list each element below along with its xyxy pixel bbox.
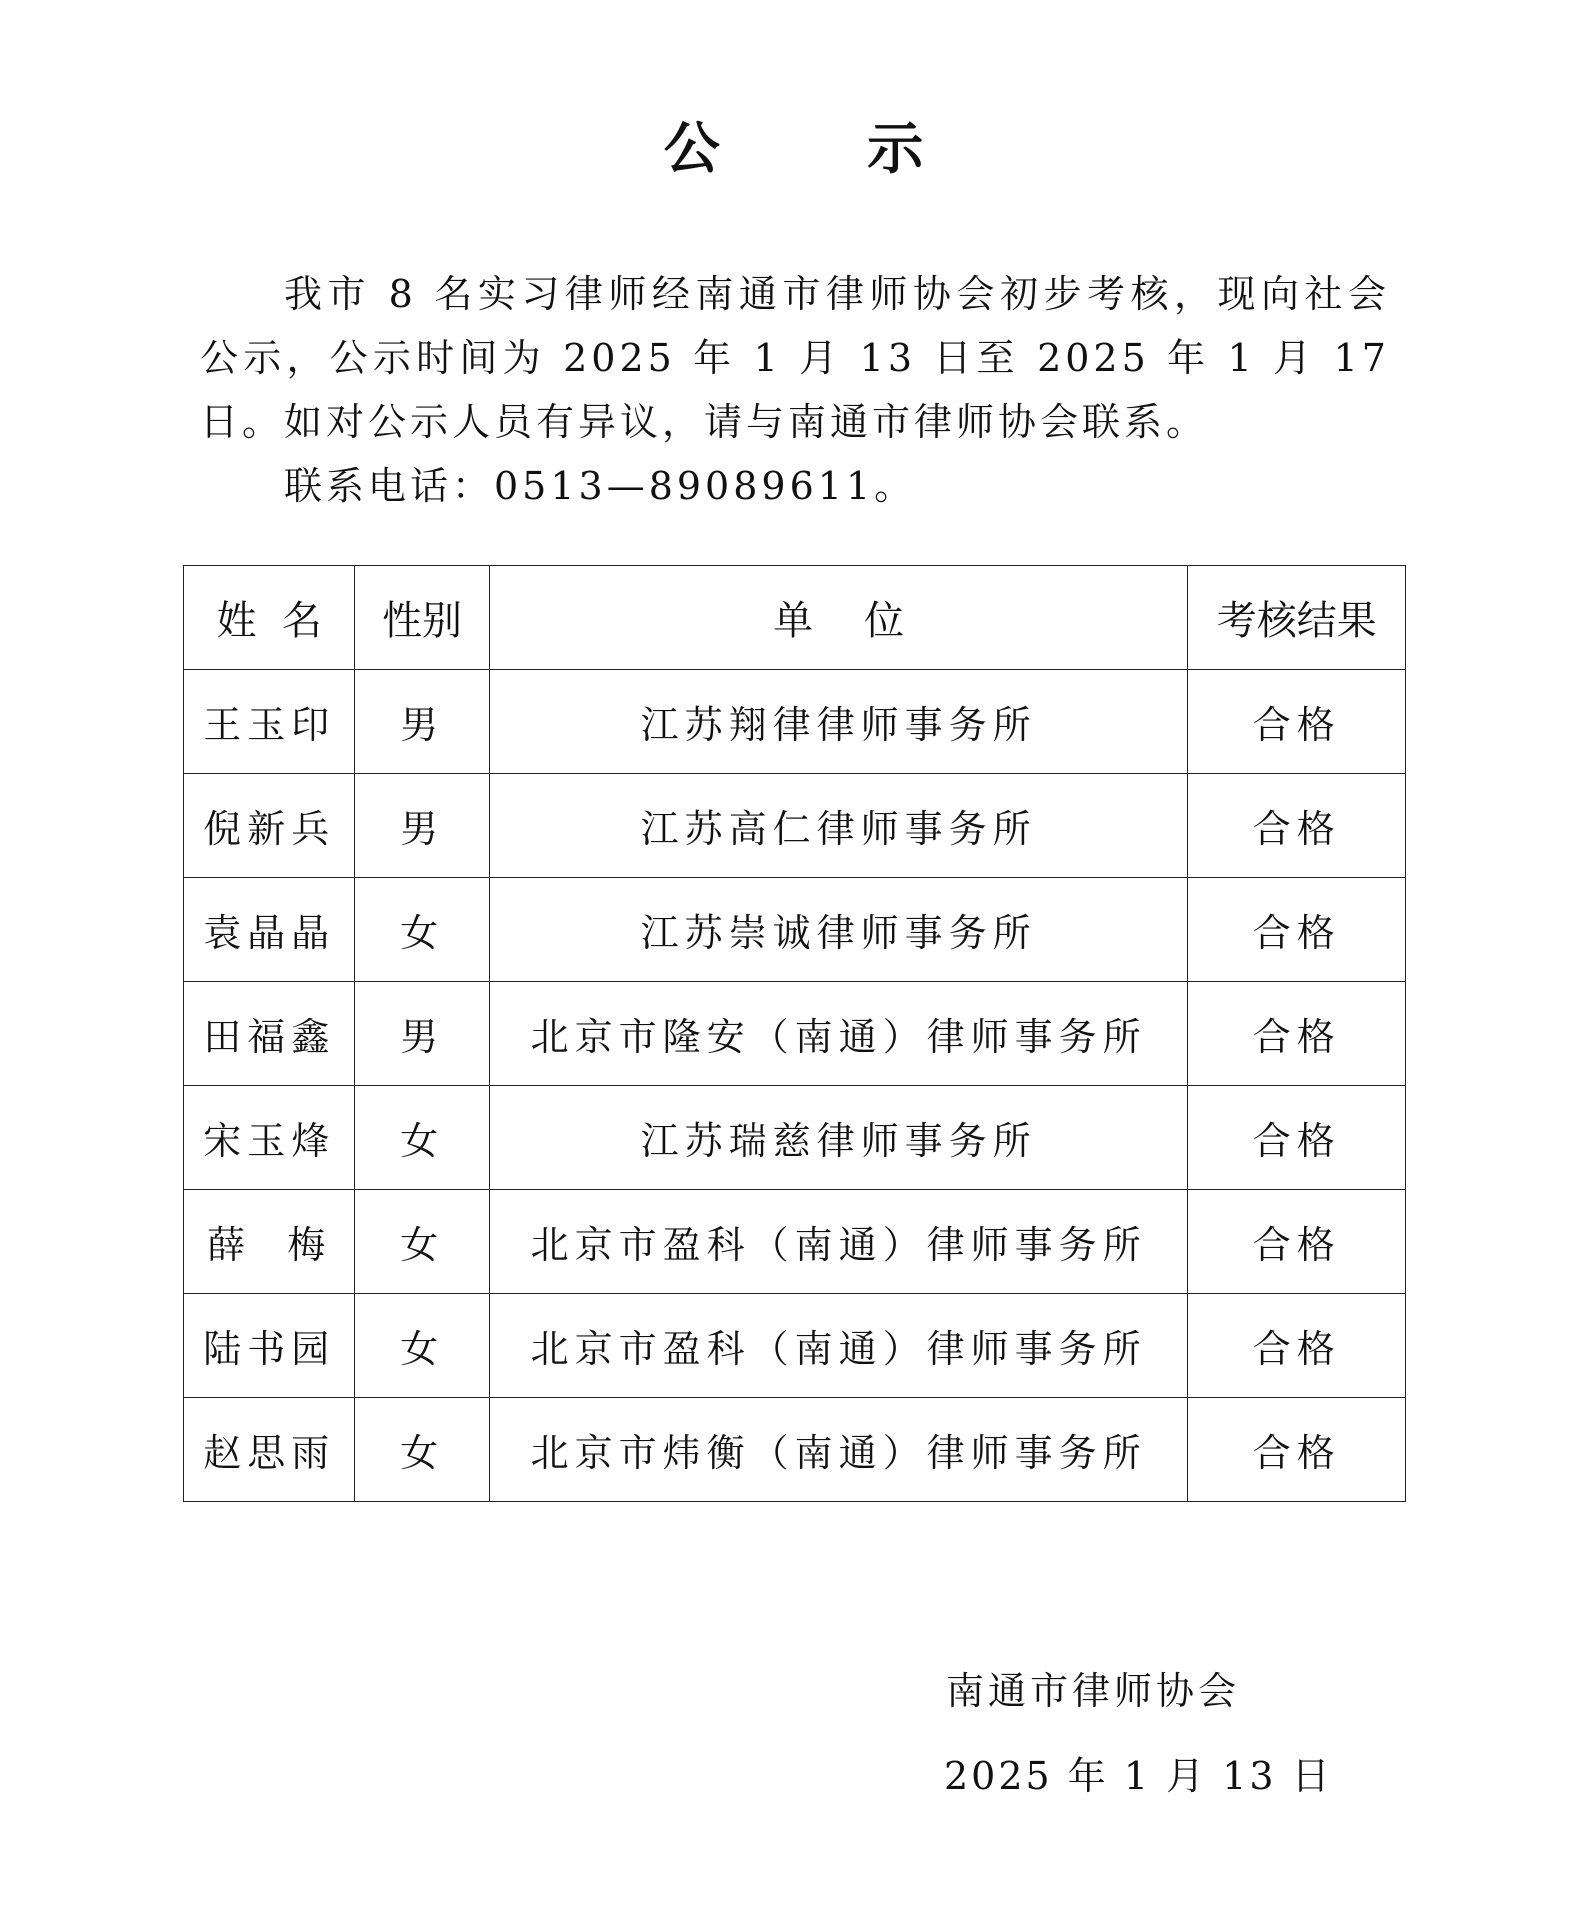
cell-gender: 男: [355, 670, 489, 774]
table-row: [184, 1190, 1406, 1294]
cell-name: 赵思雨: [184, 1398, 355, 1502]
signature-date: 2025 年 1 月 13 日: [944, 1754, 1333, 1798]
cell-result: 合格: [1188, 1398, 1406, 1502]
contact-paragraph: 联系电话：0513—89089611。: [284, 464, 917, 508]
notice-body: [200, 262, 1390, 518]
table-row: [184, 1294, 1406, 1398]
header-name: 姓 名: [184, 566, 355, 670]
cell-gender: 女: [355, 1294, 489, 1398]
cell-unit: 北京市隆安（南通）律师事务所: [489, 982, 1188, 1086]
table-row: [184, 774, 1406, 878]
cell-unit: 北京市盈科（南通）律师事务所: [489, 1190, 1188, 1294]
header-unit: 单 位: [489, 566, 1188, 670]
cell-name: 倪新兵: [184, 774, 355, 878]
cell-unit: 江苏崇诚律师事务所: [489, 878, 1188, 982]
results-table: [183, 565, 1406, 1502]
header-gender: 性别: [355, 566, 489, 670]
cell-result: 合格: [1188, 1086, 1406, 1190]
cell-name: 薛 梅: [184, 1190, 355, 1294]
cell-gender: 女: [355, 1086, 489, 1190]
cell-name: 王玉印: [184, 670, 355, 774]
cell-result: 合格: [1188, 774, 1406, 878]
table-row: [184, 878, 1406, 982]
cell-unit: 江苏瑞慈律师事务所: [489, 1086, 1188, 1190]
cell-result: 合格: [1188, 1294, 1406, 1398]
cell-unit: 江苏高仁律师事务所: [489, 774, 1188, 878]
cell-result: 合格: [1188, 670, 1406, 774]
cell-name: 袁晶晶: [184, 878, 355, 982]
cell-result: 合格: [1188, 878, 1406, 982]
cell-gender: 女: [355, 1398, 489, 1502]
cell-gender: 女: [355, 1190, 489, 1294]
cell-gender: 男: [355, 982, 489, 1086]
cell-gender: 女: [355, 878, 489, 982]
signature-organization: 南通市律师协会: [946, 1669, 1241, 1713]
cell-name: 宋玉烽: [184, 1086, 355, 1190]
cell-name: 田福鑫: [184, 982, 355, 1086]
cell-result: 合格: [1188, 1190, 1406, 1294]
cell-unit: 北京市盈科（南通）律师事务所: [489, 1294, 1188, 1398]
table-row: [184, 1086, 1406, 1190]
cell-name: 陆书园: [184, 1294, 355, 1398]
table-row: [184, 670, 1406, 774]
page-title: 公 示: [663, 117, 988, 182]
table-row: [184, 1398, 1406, 1502]
cell-unit: 江苏翔律律师事务所: [489, 670, 1188, 774]
table-header-row: [184, 566, 1406, 670]
cell-gender: 男: [355, 774, 489, 878]
table-row: [184, 982, 1406, 1086]
cell-unit: 北京市炜衡（南通）律师事务所: [489, 1398, 1188, 1502]
cell-result: 合格: [1188, 982, 1406, 1086]
notice-paragraph: 我市 8 名实习律师经南通市律师协会初步考核，现向社会公示，公示时间为 2025 年 1 月 13 日至 2025 年 1 月 17 日。如对公示人员有异议，请与南通市律师协会联系。: [200, 272, 1390, 444]
header-result: 考核结果: [1188, 566, 1406, 670]
